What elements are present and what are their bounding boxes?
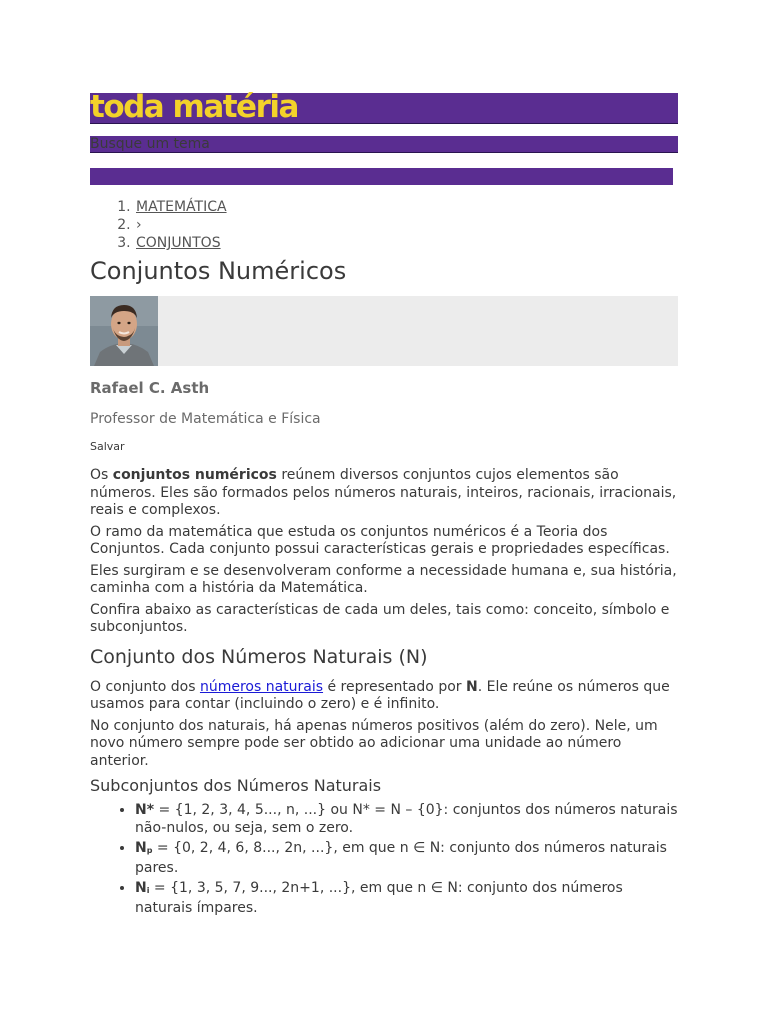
avatar[interactable] bbox=[90, 296, 158, 366]
list-item bbox=[135, 802, 678, 837]
subsection-heading-subsets: Subconjuntos dos Números Naturais bbox=[90, 776, 382, 795]
author-role: Professor de Matemática e Física bbox=[90, 411, 321, 427]
text: . Ele reúne os números que usamos para contar (incluindo o zero) e é infinito. bbox=[90, 678, 670, 712]
search-input[interactable] bbox=[90, 136, 678, 152]
breadcrumb-item-conjuntos bbox=[135, 234, 227, 252]
list-item-text: = {0, 2, 4, 6, 8..., 2n, ...}, em que n ∈ N: conjunto dos números naturais pares. bbox=[135, 840, 667, 876]
breadcrumb-separator-icon: › bbox=[136, 217, 142, 233]
list-item bbox=[135, 880, 678, 917]
author-box bbox=[90, 296, 678, 366]
section-heading-naturals: Conjunto dos Números Naturais (N) bbox=[90, 645, 428, 668]
set-subscript: p bbox=[146, 846, 153, 855]
subsets-list bbox=[90, 802, 678, 917]
intro-paragraph-4: Confira abaixo as características de cada um deles, tais como: conceito, símbolo e subconjuntos. bbox=[90, 601, 670, 635]
header-bar bbox=[90, 89, 678, 125]
breadcrumb-link-matematica[interactable]: MATEMÁTICA bbox=[136, 199, 227, 215]
intro-paragraph-1 bbox=[90, 467, 678, 520]
save-button[interactable]: Salvar bbox=[90, 440, 125, 453]
bold-term: conjuntos numéricos bbox=[112, 467, 277, 483]
list-item bbox=[135, 840, 678, 877]
intro-paragraph-2: O ramo da matemática que estuda os conjuntos numéricos é a Teoria dos Conjuntos. Cada conjunto possui características gerais e propriedades específicas. bbox=[90, 523, 670, 557]
author-name[interactable]: Rafael C. Asth bbox=[90, 379, 210, 397]
intro-paragraph-3: Eles surgiram e se desenvolveram conforme a necessidade humana e, sua história, caminha com a história da Matemática. bbox=[90, 562, 677, 596]
set-symbol: N bbox=[135, 840, 147, 856]
naturals-paragraph-1 bbox=[90, 679, 678, 714]
search-bar bbox=[90, 136, 678, 153]
naturals-paragraph-2: No conjunto dos naturais, há apenas números positivos (além do zero). Nele, um novo número sempre pode ser obtido ao adicionar uma unidade ao número anterior. bbox=[90, 717, 658, 769]
breadcrumb-item-matematica bbox=[135, 198, 227, 216]
text: Os bbox=[90, 467, 113, 483]
breadcrumb bbox=[90, 198, 227, 252]
set-symbol: N bbox=[135, 880, 147, 896]
text: O conjunto dos bbox=[90, 678, 200, 695]
page-title: Conjuntos Numéricos bbox=[90, 257, 347, 285]
nav-bar[interactable] bbox=[90, 168, 673, 185]
set-subscript: i bbox=[146, 886, 150, 895]
link-numeros-naturais[interactable]: números naturais bbox=[199, 678, 324, 695]
breadcrumb-link-conjuntos[interactable]: CONJUNTOS bbox=[136, 235, 221, 251]
set-symbol: N* bbox=[135, 802, 155, 818]
site-logo[interactable]: toda matéria bbox=[90, 89, 298, 125]
breadcrumb-separator bbox=[135, 216, 227, 234]
list-item-text: = {1, 2, 3, 4, 5..., n, ...} ou N* = N – {0}: conjuntos dos números naturais não-nulos, ou seja, sem o zero. bbox=[135, 802, 678, 836]
list-item-text: = {1, 3, 5, 7, 9..., 2n+1, ...}, em que n ∈ N: conjunto dos números naturais ímpares. bbox=[135, 880, 623, 916]
author-photo bbox=[90, 296, 158, 366]
bold-symbol: N bbox=[465, 678, 478, 695]
article-content bbox=[90, 467, 678, 920]
text: é representado por bbox=[323, 678, 466, 695]
text: reúnem diversos conjuntos cujos elementos são números. Eles são formados pelos números naturais, inteiros, racionais, irracionais, reais e complexos. bbox=[90, 467, 677, 518]
